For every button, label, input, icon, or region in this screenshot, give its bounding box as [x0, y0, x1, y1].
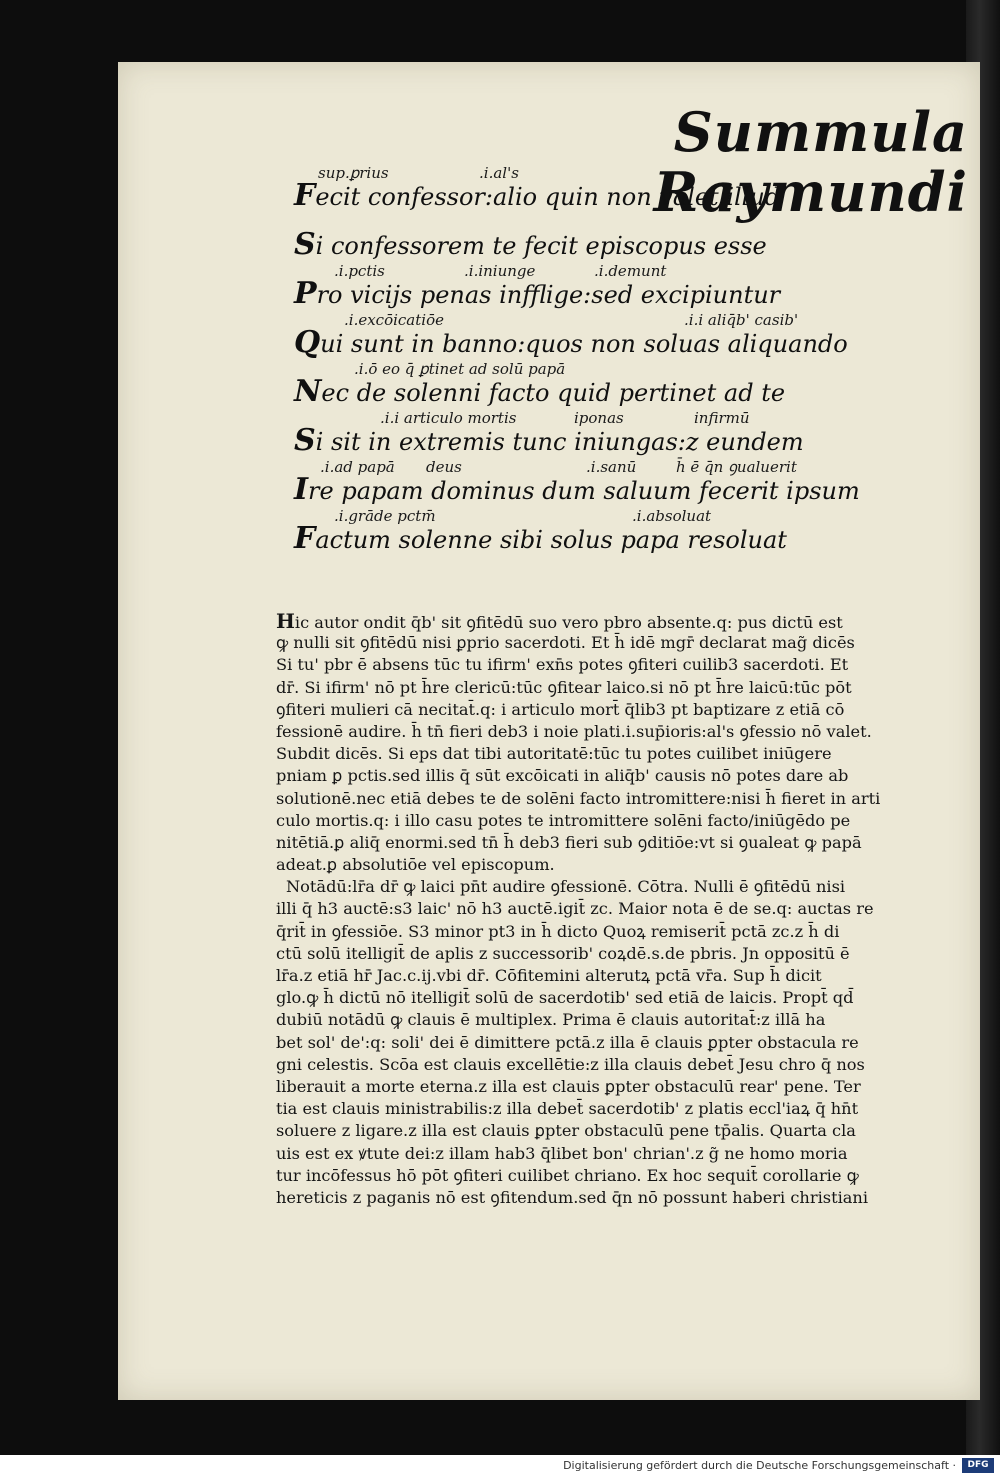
verse-line — [294, 262, 934, 311]
interlinear-gloss — [294, 164, 934, 182]
footer-credit: Digitalisierung gefördert durch die Deutsche Forschungsgemeinschaft · — [563, 1459, 956, 1472]
commentary-line: culo mortis.q: i illo casu potes te intromittere solēni facto/iniūgēdo pe — [276, 810, 851, 830]
commentary-line: Notādū:lr̄a dr̄ ꝙ laici pn̄t audire ꝯfessionē. Cōtra. Nulli ē ꝯfitēdū nisi — [286, 877, 846, 897]
commentary-line: q̄rit̄ in ꝯfessiōe. S3 minor pt3 in h̄ dicto Quoꝝ remiserit̄ pctā zc.z h̄ di — [276, 921, 840, 941]
commentary-line: tur incōfessus hō pōt ꝯfiteri cuilibet chriano. Ex hoc sequit̄ corollarie ꝙ — [276, 1165, 859, 1185]
verse-text: Pro vicijs penas infflige:sed excipiuntur — [294, 276, 781, 311]
commentary-line: dr̄. Si ifirm' nō pt h̄re clericū:tūc ꝯfitear laico.si nō pt h̄re laicū:tūc pōt — [276, 677, 852, 697]
commentary-line: ꝙ nulli sit ꝯfitēdū nisi ꝑprio sacerdoti. Et h̄ idē mgr̄ declarat mag̃ dicēs — [276, 633, 855, 653]
commentary-line: lr̄a.z etiā hr̄ Jac.c.ij.vbi dr̄. Cōfitemini alterutꝝ pctā vr̄a. Sup h̄ dicit — [276, 966, 822, 985]
commentary-line: solutionē.nec etiā debes te de solēni facto intromittere:nisi h̄ fieret in arti — [276, 788, 881, 808]
gloss-word: h̄ ē q̄n ꝯualuerit — [676, 458, 797, 476]
commentary-line: liberauit a morte eterna.z illa est clauis ꝑpter obstaculū rear' pene. Ter — [276, 1076, 861, 1096]
verse-line — [294, 213, 934, 262]
commentary-line: tia est clauis ministrabilis:z illa debet̄ sacerdotib' z platis eccl'iaꝝ q̄ hn̄t — [276, 1099, 859, 1119]
interlinear-gloss — [294, 311, 934, 329]
commentary-line: ctū solū itelligit̄ de aplis z successorib' coꝝdē.s.de pbris. Jn oppositū ē — [276, 943, 850, 963]
commentary-line: pniam ꝑ pctis.sed illis q̄ sūt excōicati in aliq̄b' causis nō potes dare ab — [276, 766, 849, 786]
running-head: Summula Raymundi — [653, 100, 968, 224]
book-page — [118, 62, 980, 1400]
commentary-line: glo.ꝙ h̄ dictū nō itelligit̄ solū de sacerdotib' sed etiā de laicis. Propt̄ qd̄ — [276, 988, 854, 1008]
verse-text: Si sit in extremis tunc iniungas:z eundem — [294, 423, 804, 458]
gloss-word: .i.grāde pctm̄ — [334, 507, 436, 525]
verse-text: Fecit confessor:alio quin non valet illud — [294, 178, 781, 213]
commentary-line: gni celestis. Scōa est clauis excellētie:z illa clauis debet̄ Jesu chro q̄ nos — [276, 1054, 865, 1074]
gloss-word: .i.ō eo q̄ ꝑtinet ad solū papā — [354, 360, 566, 378]
commentary-line: hereticis z paganis nō est ꝯfitendum.sed q̄n nō possunt haberi christiani — [276, 1187, 868, 1207]
commentary-line: uis est ex ꝟtute dei:z illam hab3 q̄libet bon' chrian'.z g̃ ne homo moria — [276, 1143, 848, 1163]
dfg-logo: DFG — [962, 1458, 994, 1473]
commentary-line: fessionē audire. h̄ tn̄ fieri deb3 i noie plati.i.sup̄ioris:al's ꝯfessio nō valet. — [276, 721, 872, 741]
commentary-line: adeat.ꝑ absolutiōe vel episcopum. — [276, 855, 555, 875]
interlinear-gloss — [294, 507, 934, 525]
verse-line — [294, 360, 934, 409]
gloss-word: .i.ad papā — [320, 458, 395, 476]
gloss-word: iponas — [574, 409, 624, 427]
gloss-word: .i.demunt — [594, 262, 667, 280]
commentary — [276, 610, 976, 1209]
commentary-line: illi q̄ h3 auctē:s3 laic' nō h3 auctē.igit̄ zc. Maior nota ē de se.q: auctas re — [276, 899, 874, 919]
gloss-word: infirmū — [694, 409, 750, 427]
footer — [0, 1455, 1000, 1477]
verse-block — [294, 164, 934, 556]
commentary-line: Si tu' pbr ē absens tūc tu ifirm' exn̄s potes ꝯfiteri cuilib3 sacerdoti. Et — [276, 655, 849, 675]
commentary-line: dubiū notādū ꝙ clauis ē multiplex. Prima ē clauis autoritat̄:z illā ha — [276, 1010, 826, 1030]
verse-line — [294, 458, 934, 507]
interlinear-gloss — [294, 262, 934, 280]
verse-text: Qui sunt in banno:quos non soluas aliquando — [294, 325, 848, 360]
commentary-line: Hic autor ondit q̄b' sit ꝯfitēdū suo vero pbro absente.q: pus dictū est — [276, 610, 843, 633]
commentary-line: nitētiā.ꝑ aliq̄ enormi.sed tn̄ h̄ deb3 fieri sub ꝯditiōe:vt si ꝯualeat ꝙ papā — [276, 832, 862, 852]
verse-line — [294, 164, 934, 213]
gloss-word: deus — [426, 458, 462, 476]
gloss-word: .i.sanū — [586, 458, 637, 476]
interlinear-gloss — [294, 409, 934, 427]
verse-text: Ire papam dominus dum saluum fecerit ipsum — [294, 472, 860, 507]
verse-line — [294, 409, 934, 458]
gloss-word: .i.iniunge — [464, 262, 536, 280]
commentary-line: ꝯfiteri mulieri cā necitat̄.q: i articulo mort̄ q̄lib3 pt baptizare z etiā cō — [276, 699, 845, 719]
gloss-word: sup.ꝑrius — [318, 164, 389, 182]
commentary-line: soluere z ligare.z illa est clauis ꝑpter obstaculū pene tp̄alis. Quarta cla — [276, 1121, 856, 1141]
interlinear-gloss — [294, 360, 934, 378]
gloss-word: .i.i aliq̄b' casib' — [684, 311, 799, 329]
verse-text: Si confessorem te fecit episcopus esse — [294, 227, 767, 262]
verse-line — [294, 311, 934, 360]
gloss-word: .i.al's — [479, 164, 519, 182]
verse-text: Factum solenne sibi solus papa resoluat — [294, 521, 787, 556]
gloss-word: .i.pctis — [334, 262, 385, 280]
commentary-line: bet sol' de':q: soli' dei ē dimittere pctā.z illa ē clauis ꝑpter obstacula re — [276, 1032, 859, 1052]
interlinear-gloss — [294, 213, 934, 231]
commentary-line: Subdit dicēs. Si eps dat tibi autoritatē:tūc tu potes cuilibet iniūgere — [276, 744, 832, 764]
gloss-word: .i.excōicatiōe — [344, 311, 444, 329]
verse-text: Nec de solenni facto quid pertinet ad te — [294, 374, 786, 409]
gloss-word: .i.absoluat — [632, 507, 712, 525]
interlinear-gloss — [294, 458, 934, 476]
gloss-word: .i.i articulo mortis — [380, 409, 517, 427]
verse-line — [294, 507, 934, 556]
